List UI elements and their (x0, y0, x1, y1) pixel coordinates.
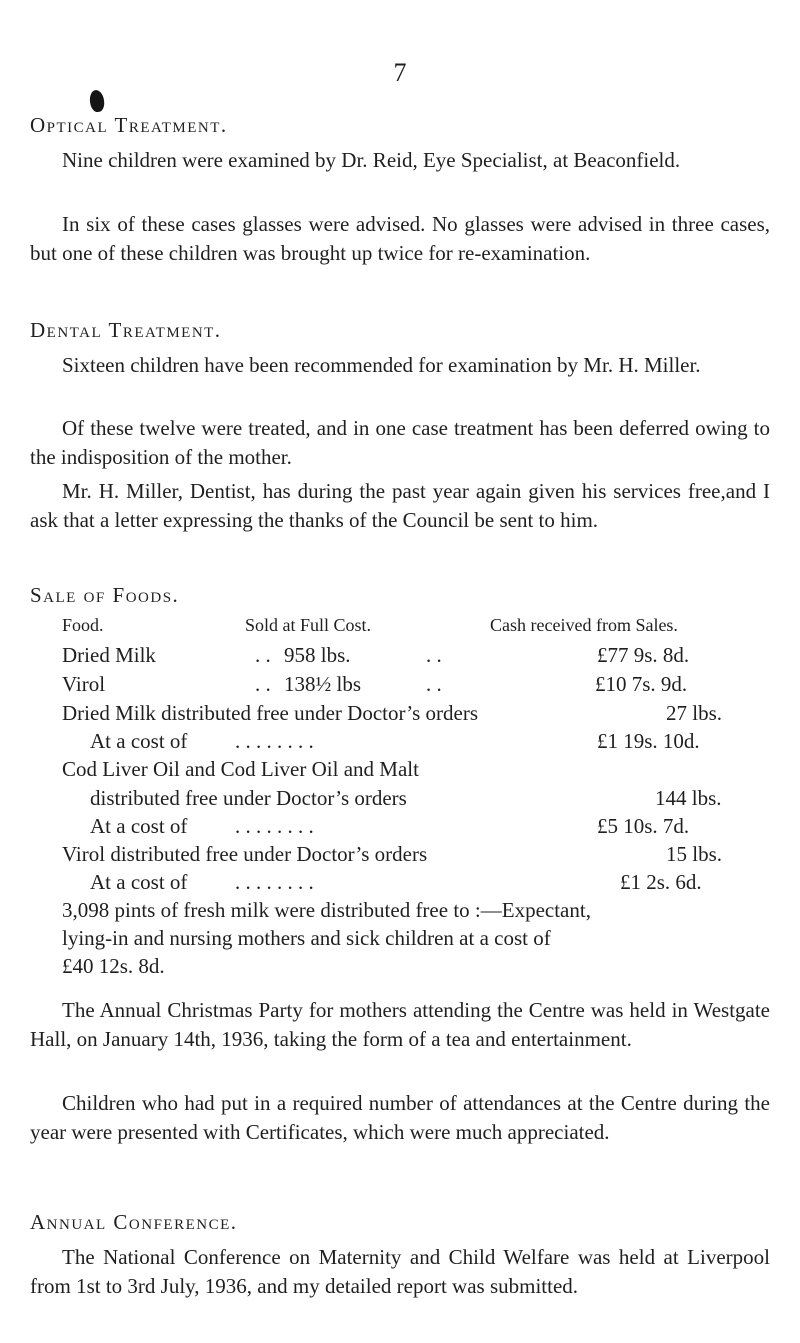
free-cod-liver-oil-text-b: distributed free under Doctor’s orders (90, 786, 407, 810)
row-virol-dots-2: . . (426, 672, 442, 696)
free-dried-milk-cost-dots: . . . . . . . . (235, 729, 314, 753)
page-number: 7 (393, 58, 407, 87)
row-dried-milk-dots-2: . . (426, 643, 442, 667)
fresh-milk-line-2: lying-in and nursing mothers and sick children at a cost of (62, 926, 551, 950)
row-virol-cash: £10 7s. 9d. (595, 672, 688, 696)
party-paragraph: The Annual Christmas Party for mothers attending the Centre was held in Westgate Hall, on January 14th, 1936, taking the form of a tea and entertainment. (30, 998, 770, 1051)
row-virol-qty: 138½ lbs (284, 672, 362, 696)
free-cod-liver-oil-cost: £5 10s. 7d. (597, 814, 690, 838)
free-dried-milk-qty: 27 lbs. (666, 701, 723, 725)
dental-paragraph-2: Of these twelve were treated, and in one case treatment has been deferred owing to the indisposition of the mother. (30, 416, 770, 469)
dental-section-1 (30, 351, 770, 380)
row-virol-food: Virol (62, 672, 106, 696)
heading-optical-treatment: Optical Treatment. (30, 113, 228, 137)
dental-section-2 (30, 414, 770, 471)
conference-paragraph: The National Conference on Maternity and Child Welfare was held at Liverpool from 1st to 3rd July, 1936, and my detailed report was submitted. (30, 1245, 770, 1298)
free-virol-cost: £1 2s. 6d. (620, 870, 702, 894)
row-dried-milk-qty: 958 lbs. (284, 643, 351, 667)
free-cod-liver-oil-qty: 144 lbs. (655, 786, 722, 810)
optical-section-2 (30, 210, 770, 267)
optical-paragraph-2: In six of these cases glasses were advised. No glasses were advised in three cases, but one of these children was brought up twice for re-examination. (30, 212, 770, 265)
dental-section-3 (30, 477, 770, 534)
row-virol-dots: . . (255, 672, 271, 696)
free-virol-cost-dots: . . . . . . . . (235, 870, 314, 894)
optical-section (30, 146, 770, 175)
column-header-sold: Sold at Full Cost. (245, 615, 372, 635)
free-virol-cost-label: At a cost of (90, 870, 188, 894)
certificates-paragraph: Children who had put in a required number of attendances at the Centre during the year were presented with Certificates, which were much appreciated. (30, 1091, 770, 1144)
free-dried-milk-cost-label: At a cost of (90, 729, 188, 753)
heading-dental-treatment: Dental Treatment. (30, 318, 222, 342)
free-virol-qty: 15 lbs. (666, 842, 723, 866)
ink-blot (89, 89, 106, 113)
free-cod-liver-oil-cost-dots: . . . . . . . . (235, 814, 314, 838)
free-virol-text: Virol distributed free under Doctor’s orders (62, 842, 428, 866)
free-cod-liver-oil-text-a: Cod Liver Oil and Cod Liver Oil and Malt (62, 757, 419, 781)
free-dried-milk-text: Dried Milk distributed free under Doctor’s orders (62, 701, 479, 725)
dental-paragraph-3: Mr. H. Miller, Dentist, has during the past year again given his services free,and I ask that a letter expressing the thanks of the Council be sent to him. (30, 479, 770, 532)
heading-annual-conference: Annual Conference. (30, 1210, 238, 1234)
dental-paragraph-1: Sixteen children have been recommended for examination by Mr. H. Miller. (62, 353, 701, 377)
row-dried-milk-cash: £77 9s. 8d. (597, 643, 690, 667)
heading-sale-of-foods: Sale of Foods. (30, 583, 180, 607)
column-header-food: Food. (62, 615, 104, 635)
fresh-milk-line-3: £40 12s. 8d. (62, 954, 165, 978)
optical-paragraph-1: Nine children were examined by Dr. Reid, Eye Specialist, at Beaconfield. (62, 148, 681, 172)
free-dried-milk-cost: £1 19s. 10d. (597, 729, 700, 753)
row-dried-milk-food: Dried Milk (62, 643, 156, 667)
free-cod-liver-oil-cost-label: At a cost of (90, 814, 188, 838)
party-section (30, 996, 770, 1053)
column-header-cash: Cash received from Sales. (490, 615, 678, 635)
row-dried-milk-dots: . . (255, 643, 271, 667)
conference-section (30, 1243, 770, 1300)
fresh-milk-line-1: 3,098 pints of fresh milk were distributed free to :—Expectant, (62, 898, 591, 922)
certificates-section (30, 1089, 770, 1146)
